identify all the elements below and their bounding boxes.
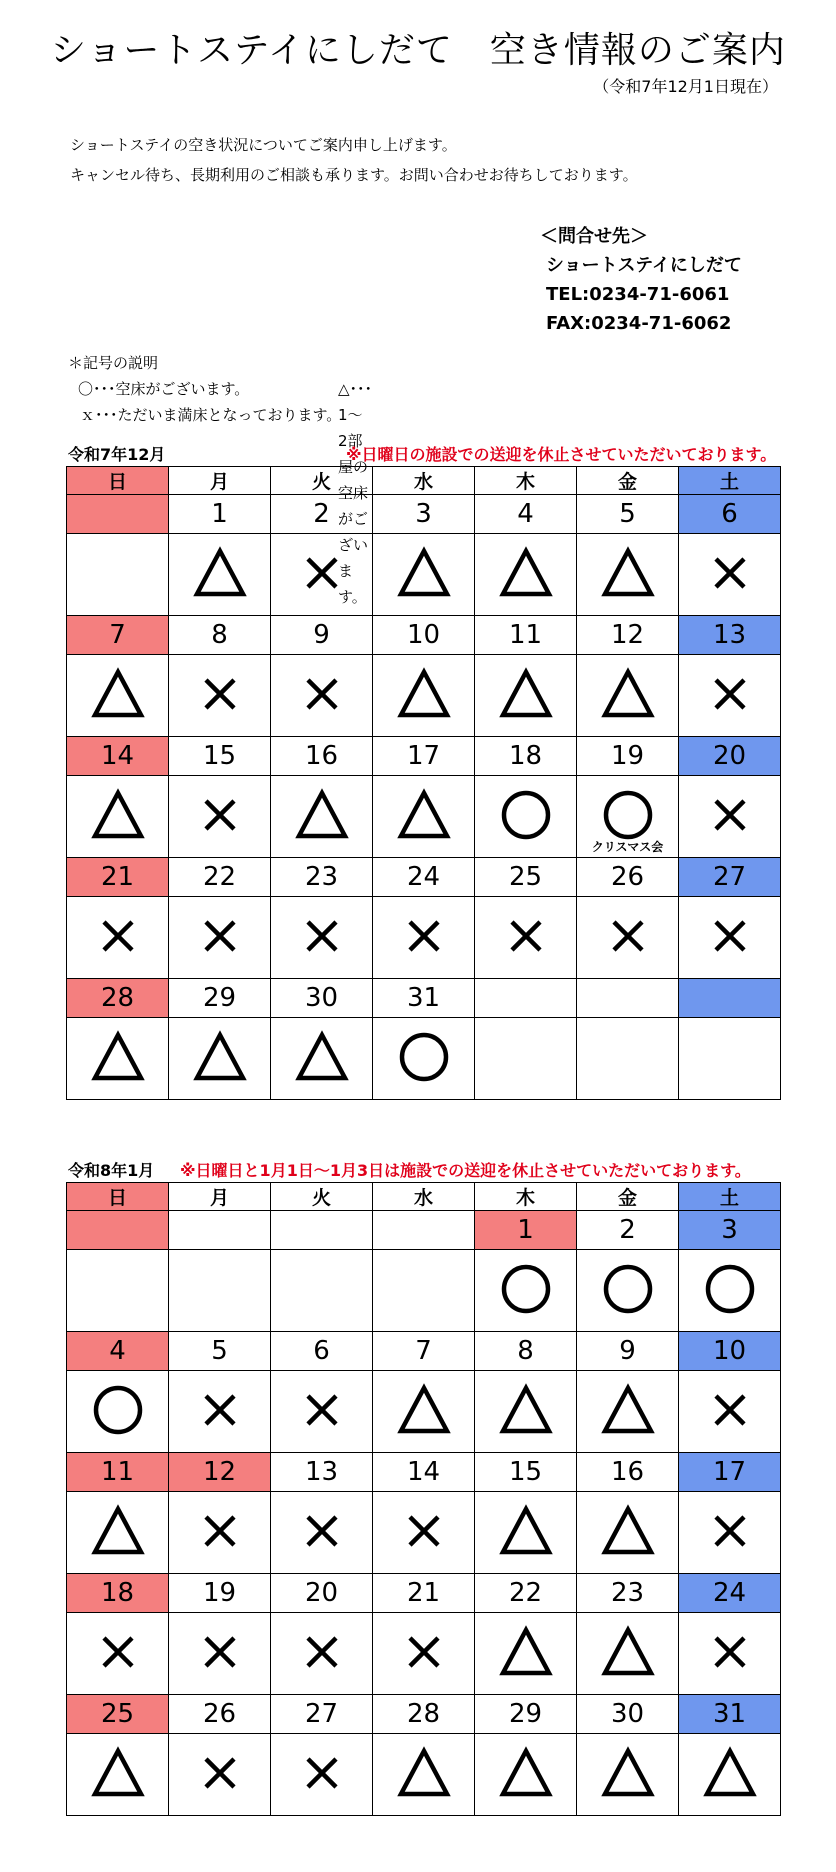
triangle-icon [294, 1029, 350, 1085]
weekday-header: 日 [67, 467, 169, 495]
triangle-icon [90, 1503, 146, 1559]
day-number: 5 [169, 1332, 271, 1371]
day-number: 2 [271, 495, 373, 534]
day-number: 16 [577, 1453, 679, 1492]
day-number: 27 [271, 1695, 373, 1734]
availability-cell [67, 897, 169, 979]
availability-cell [679, 1250, 781, 1332]
availability-cell [67, 776, 169, 858]
day-number: 18 [67, 1574, 169, 1613]
availability-cell [67, 534, 169, 616]
day-number: 27 [679, 858, 781, 897]
triangle-icon [498, 1382, 554, 1438]
availability-cell [679, 1492, 781, 1574]
triangle-icon [600, 545, 656, 601]
circle-icon [702, 1261, 758, 1317]
calendar-note-dec: ※日曜日の施設での送迎を休止させていただいております。 [346, 445, 777, 464]
availability-cell [169, 1492, 271, 1574]
day-number: 24 [679, 1574, 781, 1613]
cross-icon [294, 1745, 350, 1801]
day-number: 22 [475, 1574, 577, 1613]
availability-cell [577, 655, 679, 737]
availability-cell [373, 1371, 475, 1453]
day-number: 13 [679, 616, 781, 655]
cross-icon [192, 908, 248, 964]
availability-cell [169, 1613, 271, 1695]
legend-triangle: △･･･1～2部屋の空床がございます。 [338, 380, 373, 606]
availability-cell [679, 534, 781, 616]
day-number: 25 [475, 858, 577, 897]
triangle-icon [396, 1745, 452, 1801]
day-number: 5 [577, 495, 679, 534]
cross-icon [498, 908, 554, 964]
availability-cell [271, 1250, 373, 1332]
availability-cell [475, 534, 577, 616]
availability-cell [577, 1250, 679, 1332]
cross-icon [90, 908, 146, 964]
triangle-icon [600, 1503, 656, 1559]
availability-cell [169, 897, 271, 979]
day-number: 20 [679, 737, 781, 776]
triangle-icon [600, 1624, 656, 1680]
day-number: 28 [67, 979, 169, 1018]
availability-cell [67, 1018, 169, 1100]
day-number: 3 [679, 1211, 781, 1250]
cross-icon [192, 1382, 248, 1438]
day-number: 20 [271, 1574, 373, 1613]
triangle-icon [498, 545, 554, 601]
day-number: 29 [475, 1695, 577, 1734]
availability-cell [169, 776, 271, 858]
day-number: 24 [373, 858, 475, 897]
day-number: 22 [169, 858, 271, 897]
contact-tel: TEL:0234-71-6061 [546, 284, 730, 305]
calendar-note-jan: ※日曜日と1月1日～1月3日は施設での送迎を休止させていただいております。 [180, 1161, 751, 1180]
availability-cell [169, 1250, 271, 1332]
availability-cell [577, 1613, 679, 1695]
weekday-header: 火 [271, 1183, 373, 1211]
circle-icon [498, 787, 554, 843]
availability-cell [271, 1613, 373, 1695]
availability-cell [475, 655, 577, 737]
day-number: 1 [475, 1211, 577, 1250]
cross-icon [192, 666, 248, 722]
availability-cell [373, 1250, 475, 1332]
availability-cell [373, 1734, 475, 1816]
triangle-icon [192, 1029, 248, 1085]
availability-cell [577, 1018, 679, 1100]
day-number: 23 [577, 1574, 679, 1613]
day-number: 21 [67, 858, 169, 897]
availability-cell [373, 1613, 475, 1695]
triangle-icon [702, 1745, 758, 1801]
weekday-header: 土 [679, 467, 781, 495]
triangle-icon [396, 666, 452, 722]
cross-icon [192, 1745, 248, 1801]
calendar-title-dec: 令和7年12月 [68, 445, 166, 464]
weekday-header: 日 [67, 1183, 169, 1211]
availability-cell [271, 655, 373, 737]
availability-cell [475, 897, 577, 979]
weekday-header: 金 [577, 467, 679, 495]
day-number: 17 [679, 1453, 781, 1492]
availability-cell [169, 534, 271, 616]
day-number: 9 [577, 1332, 679, 1371]
availability-cell [679, 655, 781, 737]
availability-cell [577, 534, 679, 616]
intro-text [70, 130, 638, 190]
day-number: 19 [169, 1574, 271, 1613]
triangle-icon [498, 666, 554, 722]
triangle-icon [192, 545, 248, 601]
weekday-header: 木 [475, 1183, 577, 1211]
cross-icon [294, 545, 350, 601]
day-number: 1 [169, 495, 271, 534]
weekday-header: 月 [169, 467, 271, 495]
availability-cell [271, 776, 373, 858]
weekday-header: 金 [577, 1183, 679, 1211]
day-number [169, 1211, 271, 1250]
day-number [67, 1211, 169, 1250]
day-number: 6 [679, 495, 781, 534]
contact-heading: ＜問合せ先＞ [540, 226, 648, 247]
day-number: 7 [373, 1332, 475, 1371]
contact-fax: FAX:0234-71-6062 [546, 313, 732, 334]
day-number: 15 [475, 1453, 577, 1492]
cross-icon [396, 1624, 452, 1680]
day-number [67, 495, 169, 534]
day-number: 17 [373, 737, 475, 776]
availability-cell [67, 1250, 169, 1332]
cross-icon [396, 908, 452, 964]
cross-icon [600, 908, 656, 964]
circle-icon [498, 1261, 554, 1317]
day-number: 11 [475, 616, 577, 655]
triangle-icon [396, 1382, 452, 1438]
weekday-header: 月 [169, 1183, 271, 1211]
availability-cell [373, 1492, 475, 1574]
contact-block [540, 222, 742, 338]
weekday-header: 土 [679, 1183, 781, 1211]
legend-cross: ｘ･･･ただいま満床となっております。 [80, 406, 342, 424]
intro-line-2: キャンセル待ち、長期利用のご相談も承ります。お問い合わせお待ちしております。 [70, 166, 638, 184]
availability-cell [475, 1492, 577, 1574]
availability-cell [475, 1734, 577, 1816]
legend-circle: 〇･･･空床がございます。 [78, 380, 250, 398]
weekday-header: 水 [373, 467, 475, 495]
triangle-icon [600, 1745, 656, 1801]
day-number: 30 [577, 1695, 679, 1734]
availability-cell [679, 1018, 781, 1100]
day-number: 4 [475, 495, 577, 534]
availability-cell [679, 1371, 781, 1453]
calendar-title-jan: 令和8年1月 [68, 1161, 155, 1180]
cross-icon [702, 787, 758, 843]
triangle-icon [396, 787, 452, 843]
triangle-icon [90, 1745, 146, 1801]
contact-name: ショートステイにしだて [546, 255, 742, 276]
availability-cell [577, 1371, 679, 1453]
day-number: 12 [577, 616, 679, 655]
availability-cell [373, 655, 475, 737]
day-number: 31 [373, 979, 475, 1018]
triangle-icon [498, 1503, 554, 1559]
day-number: 31 [679, 1695, 781, 1734]
day-number: 12 [169, 1453, 271, 1492]
availability-cell [373, 1018, 475, 1100]
day-number: 8 [475, 1332, 577, 1371]
cross-icon [192, 1624, 248, 1680]
event-label: クリスマス会 [591, 840, 664, 854]
availability-cell [373, 897, 475, 979]
cross-icon [702, 908, 758, 964]
availability-cell [475, 776, 577, 858]
day-number: 26 [577, 858, 679, 897]
availability-cell [169, 1018, 271, 1100]
cross-icon [90, 1624, 146, 1680]
day-number [373, 1211, 475, 1250]
weekday-header: 火 [271, 467, 373, 495]
day-number: 3 [373, 495, 475, 534]
day-number: 26 [169, 1695, 271, 1734]
day-number: 2 [577, 1211, 679, 1250]
availability-cell [169, 1371, 271, 1453]
availability-cell [271, 1734, 373, 1816]
triangle-icon [90, 666, 146, 722]
cross-icon [702, 1503, 758, 1559]
availability-cell [577, 897, 679, 979]
availability-cell [577, 776, 679, 858]
calendar-january [66, 1182, 781, 1816]
availability-cell [475, 1018, 577, 1100]
day-number: 10 [373, 616, 475, 655]
day-number: 14 [373, 1453, 475, 1492]
availability-cell [169, 1734, 271, 1816]
day-number: 11 [67, 1453, 169, 1492]
day-number: 21 [373, 1574, 475, 1613]
day-number: 10 [679, 1332, 781, 1371]
intro-line-1: ショートステイの空き状況についてご案内申し上げます。 [70, 136, 457, 154]
availability-cell [373, 776, 475, 858]
availability-cell [169, 655, 271, 737]
day-number: 6 [271, 1332, 373, 1371]
day-number: 13 [271, 1453, 373, 1492]
availability-cell [67, 655, 169, 737]
day-number: 25 [67, 1695, 169, 1734]
cross-icon [294, 666, 350, 722]
availability-cell [373, 534, 475, 616]
availability-cell [577, 1492, 679, 1574]
cross-icon [192, 1503, 248, 1559]
availability-cell [271, 1371, 373, 1453]
triangle-icon [498, 1745, 554, 1801]
availability-cell [475, 1250, 577, 1332]
triangle-icon [600, 666, 656, 722]
cross-icon [702, 1382, 758, 1438]
triangle-icon [294, 787, 350, 843]
day-number: 23 [271, 858, 373, 897]
cross-icon [294, 1503, 350, 1559]
cross-icon [702, 666, 758, 722]
day-number: 4 [67, 1332, 169, 1371]
availability-cell [577, 1734, 679, 1816]
day-number: 29 [169, 979, 271, 1018]
day-number [577, 979, 679, 1018]
weekday-header: 水 [373, 1183, 475, 1211]
day-number: 30 [271, 979, 373, 1018]
circle-icon [90, 1382, 146, 1438]
availability-cell [271, 534, 373, 616]
triangle-icon [600, 1382, 656, 1438]
availability-cell [67, 1613, 169, 1695]
day-number: 18 [475, 737, 577, 776]
availability-cell [271, 897, 373, 979]
availability-cell [67, 1492, 169, 1574]
triangle-icon [396, 545, 452, 601]
circle-icon [600, 787, 656, 843]
availability-cell [271, 1492, 373, 1574]
availability-cell [679, 897, 781, 979]
cross-icon [192, 787, 248, 843]
cross-icon [702, 545, 758, 601]
weekday-header: 木 [475, 467, 577, 495]
day-number: 9 [271, 616, 373, 655]
day-number: 8 [169, 616, 271, 655]
day-number [271, 1211, 373, 1250]
availability-cell [67, 1371, 169, 1453]
legend-title: ＊記号の説明 [68, 354, 159, 372]
triangle-icon [90, 787, 146, 843]
availability-cell [271, 1018, 373, 1100]
triangle-icon [90, 1029, 146, 1085]
page-title: ショートステイにしだて 空き情報のご案内 [50, 30, 786, 71]
day-number [475, 979, 577, 1018]
cross-icon [294, 1624, 350, 1680]
day-number: 14 [67, 737, 169, 776]
cross-icon [396, 1503, 452, 1559]
day-number: 28 [373, 1695, 475, 1734]
day-number: 15 [169, 737, 271, 776]
triangle-icon [498, 1624, 554, 1680]
cross-icon [294, 908, 350, 964]
day-number: 7 [67, 616, 169, 655]
availability-cell [475, 1371, 577, 1453]
cross-icon [702, 1624, 758, 1680]
calendar-december [66, 466, 781, 1100]
day-number: 16 [271, 737, 373, 776]
circle-icon [600, 1261, 656, 1317]
as-of-date: （令和7年12月1日現在） [593, 77, 778, 96]
availability-cell [679, 1734, 781, 1816]
cross-icon [294, 1382, 350, 1438]
availability-cell [67, 1734, 169, 1816]
day-number: 19 [577, 737, 679, 776]
availability-cell [679, 776, 781, 858]
availability-cell [679, 1613, 781, 1695]
availability-cell [475, 1613, 577, 1695]
circle-icon [396, 1029, 452, 1085]
day-number [679, 979, 781, 1018]
